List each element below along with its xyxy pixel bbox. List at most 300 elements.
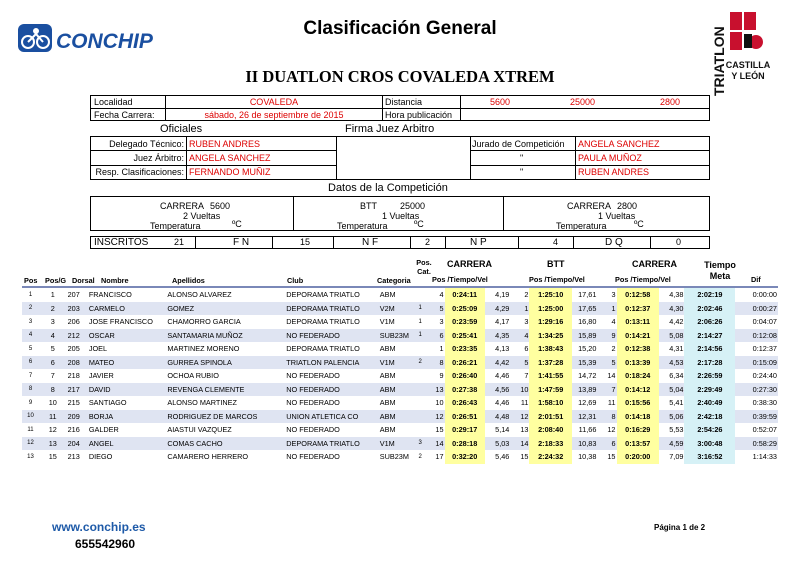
seg1-dist: 5600 — [210, 201, 231, 211]
cell-pos: 13 — [22, 450, 39, 464]
cell-club: DEPORAMA TRIATLO — [285, 315, 378, 329]
cell-meta: 3:00:48 — [684, 437, 735, 451]
cell-dorsal: 215 — [67, 396, 88, 410]
cell-cat: ABM — [379, 396, 413, 410]
cell-dif: 0:24:40 — [735, 369, 778, 383]
cell-c2p: 3 — [510, 315, 529, 329]
cell-c2p: 12 — [510, 410, 529, 424]
cell-c1v: 5,03 — [485, 437, 510, 451]
jurado-label: Jurado de Competición — [472, 139, 565, 149]
cell-dorsal: 205 — [67, 342, 88, 356]
cell-c2v: 15,39 — [572, 356, 597, 370]
cell-c3v: 4,42 — [659, 315, 684, 329]
cell-c1v: 4,48 — [485, 410, 510, 424]
cell-meta: 2:14:56 — [684, 342, 735, 356]
seg3-temp-label: Temperatura — [556, 221, 607, 231]
cell-c3p: 2 — [597, 342, 616, 356]
cell-c1p: 4 — [428, 288, 445, 302]
cell-apellidos: GURREA SPINOLA — [166, 356, 285, 370]
cell-pos: 6 — [22, 356, 39, 370]
cell-cat: V2M — [379, 302, 413, 316]
cell-c3v: 4,53 — [659, 356, 684, 370]
jurado-value-3: RUBEN ANDRES — [578, 167, 650, 177]
table-row — [22, 410, 778, 424]
cell-c1t: 0:26:43 — [445, 396, 485, 410]
table-row — [22, 383, 778, 397]
cell-dorsal: 212 — [67, 329, 88, 343]
cell-dif: 0:12:37 — [735, 342, 778, 356]
cell-dif: 0:04:07 — [735, 315, 778, 329]
cell-c3p: 6 — [597, 437, 616, 451]
cell-c3t: 0:20:00 — [617, 450, 659, 464]
cell-c2p: 14 — [510, 437, 529, 451]
cell-nombre: JOSE FRANCISCO — [88, 315, 167, 329]
cell-c2p: 7 — [510, 369, 529, 383]
cell-pos: 12 — [22, 437, 39, 451]
cell-pos: 1 — [22, 288, 39, 302]
cell-club: NO FEDERADO — [285, 396, 378, 410]
cell-dif: 0:12:08 — [735, 329, 778, 343]
cell-c2t: 2:01:51 — [529, 410, 571, 424]
cell-c3t: 0:12:37 — [617, 302, 659, 316]
cell-c1p: 6 — [428, 329, 445, 343]
cell-pos: 4 — [22, 329, 39, 343]
cell-dorsal: 216 — [67, 423, 88, 437]
cell-c2v: 17,65 — [572, 302, 597, 316]
cell-c2v: 14,72 — [572, 369, 597, 383]
seg3-name: CARRERA — [567, 201, 612, 211]
cell-c1t: 0:26:40 — [445, 369, 485, 383]
cell-c3v: 5,41 — [659, 396, 684, 410]
cell-cat: ABM — [379, 383, 413, 397]
cell-c1v: 4,56 — [485, 383, 510, 397]
cell-poscat — [413, 410, 428, 424]
nf-label: N F — [362, 237, 379, 248]
table-row — [22, 423, 778, 437]
cell-c3v: 5,08 — [659, 329, 684, 343]
conchip-logo-text: CONCHIP — [56, 30, 153, 53]
cell-dif: 0:38:30 — [735, 396, 778, 410]
cell-apellidos: MARTINEZ MORENO — [166, 342, 285, 356]
cell-c1p: 12 — [428, 410, 445, 424]
cell-c3t: 0:14:12 — [617, 383, 659, 397]
cell-c2t: 2:18:33 — [529, 437, 571, 451]
cell-club: UNION ATLETICA CO — [285, 410, 378, 424]
cell-c1v: 4,42 — [485, 356, 510, 370]
cell-c1p: 5 — [428, 302, 445, 316]
cell-nombre: DAVID — [88, 383, 167, 397]
cell-poscat: 1 — [413, 315, 428, 329]
cell-c1t: 0:24:11 — [445, 288, 485, 302]
cell-c2t: 1:37:28 — [529, 356, 571, 370]
seg2-dist: 25000 — [400, 201, 426, 211]
cell-club: NO FEDERADO — [285, 423, 378, 437]
cell-c1v: 4,13 — [485, 342, 510, 356]
cell-c3t: 0:18:24 — [617, 369, 659, 383]
cell-c1t: 0:28:18 — [445, 437, 485, 451]
cell-c3p: 9 — [597, 329, 616, 343]
cell-nombre: MATEO — [88, 356, 167, 370]
seg2-temp-label: Temperatura — [337, 221, 388, 231]
cell-pos: 7 — [22, 369, 39, 383]
table-row — [22, 288, 778, 302]
cell-nombre: DIEGO — [88, 450, 167, 464]
cell-cat: ABM — [379, 369, 413, 383]
cell-poscat — [413, 288, 428, 302]
ditto-2: " — [520, 167, 524, 177]
cell-c2t: 1:34:25 — [529, 329, 571, 343]
cell-dorsal: 207 — [67, 288, 88, 302]
cell-poscat — [413, 369, 428, 383]
cell-posg: 5 — [39, 342, 67, 356]
cell-cat: SUB23M — [379, 450, 413, 464]
cell-poscat — [413, 396, 428, 410]
inscritos-label: INSCRITOS — [94, 237, 149, 248]
cell-c1t: 0:23:59 — [445, 315, 485, 329]
cell-c2t: 1:25:00 — [529, 302, 571, 316]
firma-title: Firma Juez Arbitro — [345, 123, 435, 135]
fn-label: F N — [233, 237, 250, 248]
cell-c3v: 4,30 — [659, 302, 684, 316]
footer-phone: 655542960 — [75, 537, 136, 551]
seg2-laps: 1 Vueltas — [382, 211, 420, 221]
cell-posg: 3 — [39, 315, 67, 329]
cell-poscat: 2 — [413, 356, 428, 370]
cell-nombre: JAVIER — [88, 369, 167, 383]
table-row — [22, 356, 778, 370]
triatlon-castilla-leon-logo — [708, 6, 770, 102]
cell-poscat: 2 — [413, 450, 428, 464]
table-row — [22, 315, 778, 329]
table-row — [22, 437, 778, 451]
cell-posg: 13 — [39, 437, 67, 451]
event-title: II DUATLON CROS COVALEDA XTREM — [245, 67, 555, 86]
cell-c2v: 12,69 — [572, 396, 597, 410]
cell-cat: ABM — [379, 410, 413, 424]
cell-c1t: 0:26:51 — [445, 410, 485, 424]
table-row — [22, 342, 778, 356]
cell-c1v: 4,35 — [485, 329, 510, 343]
results-header: Pos Pos/G Dorsal Nombre Apellidos Club Categoria Pos. Cat. CARRERA Pos /Tiempo/Vel BTT Pos /Tiempo/Vel CARRERA Pos /Tiempo/Vel Tiempo Meta Dif — [24, 258, 761, 285]
cell-posg: 8 — [39, 383, 67, 397]
cell-apellidos: REVENGA CLEMENTE — [166, 383, 285, 397]
cell-apellidos: ALONSO ALVAREZ — [166, 288, 285, 302]
dq-label: D Q — [605, 237, 623, 248]
cell-c2p: 15 — [510, 450, 529, 464]
cell-poscat — [413, 383, 428, 397]
cell-dorsal: 208 — [67, 356, 88, 370]
cell-posg: 4 — [39, 329, 67, 343]
hora-label: Hora publicación — [385, 110, 453, 120]
cell-c1p: 9 — [428, 369, 445, 383]
cell-apellidos: GOMEZ — [166, 302, 285, 316]
cell-c1p: 17 — [428, 450, 445, 464]
cell-c2p: 5 — [510, 356, 529, 370]
seg3-dist: 2800 — [617, 201, 638, 211]
cell-meta: 2:02:19 — [684, 288, 735, 302]
cell-dorsal: 217 — [67, 383, 88, 397]
juez-value: ANGELA SANCHEZ — [189, 153, 271, 163]
cell-dif: 1:14:33 — [735, 450, 778, 464]
cell-apellidos: COMAS CACHO — [166, 437, 285, 451]
cell-nombre: GALDER — [88, 423, 167, 437]
nf-value: 2 — [425, 237, 431, 247]
cell-apellidos: CHAMORRO GARCIA — [166, 315, 285, 329]
cell-poscat: 1 — [413, 302, 428, 316]
localidad-value: COVALEDA — [249, 97, 299, 107]
seg3-temp-unit: ºC — [634, 219, 644, 229]
cell-apellidos: ALONSO MARTINEZ — [166, 396, 285, 410]
cell-c3v: 4,31 — [659, 342, 684, 356]
cell-c1v: 4,29 — [485, 302, 510, 316]
cell-cat: ABM — [379, 288, 413, 302]
cell-c3p: 5 — [597, 356, 616, 370]
cell-c1p: 8 — [428, 356, 445, 370]
fecha-value: sábado, 26 de septiembre de 2015 — [204, 110, 344, 120]
cell-meta: 2:29:49 — [684, 383, 735, 397]
cell-c1v: 5,46 — [485, 450, 510, 464]
cell-poscat: 3 — [413, 437, 428, 451]
cell-c2v: 15,89 — [572, 329, 597, 343]
cell-c2t: 1:29:16 — [529, 315, 571, 329]
cell-c1p: 3 — [428, 315, 445, 329]
cell-pos: 2 — [22, 302, 39, 316]
localidad-label: Localidad — [94, 97, 133, 107]
cell-apellidos: CAMARERO HERRERO — [166, 450, 285, 464]
competicion-title: Datos de la Competición — [328, 182, 448, 194]
table-row — [22, 329, 778, 343]
fecha-label: Fecha Carrera: — [94, 110, 155, 120]
cell-c3p: 8 — [597, 410, 616, 424]
cell-meta: 2:42:18 — [684, 410, 735, 424]
cell-posg: 10 — [39, 396, 67, 410]
results-table — [22, 288, 778, 464]
cell-c3t: 0:15:56 — [617, 396, 659, 410]
cell-pos: 3 — [22, 315, 39, 329]
cell-dif: 0:15:09 — [735, 356, 778, 370]
seg1-name: CARRERA — [160, 201, 205, 211]
cell-c2v: 17,61 — [572, 288, 597, 302]
cell-c3p: 3 — [597, 288, 616, 302]
cell-c1p: 14 — [428, 437, 445, 451]
footer-url-link[interactable]: www.conchip.es — [52, 520, 146, 534]
cell-nombre: OSCAR — [88, 329, 167, 343]
cell-c3p: 12 — [597, 423, 616, 437]
cell-dorsal: 206 — [67, 315, 88, 329]
cell-c3v: 5,53 — [659, 423, 684, 437]
cell-meta: 2:26:59 — [684, 369, 735, 383]
seg2-name: BTT — [360, 201, 377, 211]
cell-dif: 0:27:30 — [735, 383, 778, 397]
cell-c2t: 1:58:10 — [529, 396, 571, 410]
delegado-value: RUBEN ANDRES — [189, 139, 261, 149]
distancia-3: 2800 — [660, 97, 681, 107]
cell-nombre: BORJA — [88, 410, 167, 424]
table-row — [22, 396, 778, 410]
cell-dif: 0:52:07 — [735, 423, 778, 437]
cell-c2v: 10,83 — [572, 437, 597, 451]
cell-meta: 2:40:49 — [684, 396, 735, 410]
cell-pos: 5 — [22, 342, 39, 356]
cell-c1t: 0:25:41 — [445, 329, 485, 343]
cell-c3p: 11 — [597, 396, 616, 410]
distancia-label: Distancia — [385, 97, 423, 107]
cell-c1t: 0:32:20 — [445, 450, 485, 464]
delegado-label: Delegado Técnico: — [109, 139, 184, 149]
cell-c3v: 5,04 — [659, 383, 684, 397]
svg-text:CASTILLA: CASTILLA — [725, 60, 770, 70]
inscritos-value: 21 — [174, 237, 185, 247]
cell-c1p: 15 — [428, 423, 445, 437]
cell-c3t: 0:13:57 — [617, 437, 659, 451]
cell-c2t: 1:41:55 — [529, 369, 571, 383]
cell-c2t: 1:25:10 — [529, 288, 571, 302]
cell-posg: 7 — [39, 369, 67, 383]
fn-value: 15 — [300, 237, 311, 247]
seg2-temp-unit: ºC — [414, 219, 424, 229]
cell-c2t: 2:24:32 — [529, 450, 571, 464]
cell-meta: 2:06:26 — [684, 315, 735, 329]
cell-c3p: 15 — [597, 450, 616, 464]
seg3-laps: 1 Vueltas — [598, 211, 636, 221]
dq-value: 0 — [676, 237, 682, 247]
cell-posg: 12 — [39, 423, 67, 437]
cell-pos: 8 — [22, 383, 39, 397]
cell-c2p: 4 — [510, 329, 529, 343]
cell-c1p: 13 — [428, 383, 445, 397]
cell-c1v: 4,46 — [485, 369, 510, 383]
cell-apellidos: SANTAMARIA MUÑOZ — [166, 329, 285, 343]
cell-nombre: FRANCISCO — [88, 288, 167, 302]
cell-dif: 0:39:59 — [735, 410, 778, 424]
cell-cat: V1M — [379, 437, 413, 451]
jurado-value-2: PAULA MUÑOZ — [578, 153, 642, 163]
cell-cat: ABM — [379, 423, 413, 437]
cell-club: TRIATLON PALENCIA — [285, 356, 378, 370]
cell-c2v: 11,66 — [572, 423, 597, 437]
cell-poscat — [413, 423, 428, 437]
cell-c2v: 10,38 — [572, 450, 597, 464]
cell-c2v: 16,80 — [572, 315, 597, 329]
cell-c3t: 0:12:58 — [617, 288, 659, 302]
cell-pos: 11 — [22, 423, 39, 437]
cell-c1t: 0:29:17 — [445, 423, 485, 437]
cell-cat: ABM — [379, 342, 413, 356]
np-label: N P — [470, 237, 487, 248]
cell-c2p: 1 — [510, 302, 529, 316]
cell-posg: 6 — [39, 356, 67, 370]
cell-pos: 10 — [22, 410, 39, 424]
cell-club: NO FEDERADO — [285, 383, 378, 397]
cell-c2t: 1:47:59 — [529, 383, 571, 397]
cell-poscat — [413, 342, 428, 356]
cell-nombre: CARMELO — [88, 302, 167, 316]
cell-dif: 0:00:00 — [735, 288, 778, 302]
jurado-value-1: ANGELA SANCHEZ — [578, 139, 660, 149]
table-row — [22, 302, 778, 316]
cell-c3t: 0:13:11 — [617, 315, 659, 329]
distancia-1: 5600 — [490, 97, 511, 107]
cell-club: NO FEDERADO — [285, 369, 378, 383]
cell-c3v: 5,06 — [659, 410, 684, 424]
cell-c2p: 11 — [510, 396, 529, 410]
cell-c3t: 0:16:29 — [617, 423, 659, 437]
cell-c2p: 6 — [510, 342, 529, 356]
cell-c1p: 1 — [428, 342, 445, 356]
cell-c2v: 13,89 — [572, 383, 597, 397]
cell-c1t: 0:23:35 — [445, 342, 485, 356]
seg1-laps: 2 Vueltas — [183, 211, 221, 221]
cell-club: DEPORAMA TRIATLO — [285, 302, 378, 316]
cell-c2p: 2 — [510, 288, 529, 302]
cell-c2v: 15,20 — [572, 342, 597, 356]
cell-c2p: 10 — [510, 383, 529, 397]
cell-c3v: 7,09 — [659, 450, 684, 464]
cell-c2t: 2:08:40 — [529, 423, 571, 437]
cell-c3t: 0:14:21 — [617, 329, 659, 343]
cell-c1v: 5,14 — [485, 423, 510, 437]
cell-c1p: 10 — [428, 396, 445, 410]
cell-meta: 2:54:26 — [684, 423, 735, 437]
cell-c3p: 4 — [597, 315, 616, 329]
cell-posg: 1 — [39, 288, 67, 302]
cell-apellidos: OCHOA RUBIO — [166, 369, 285, 383]
cell-dorsal: 213 — [67, 450, 88, 464]
resp-value: FERNANDO MUÑIZ — [189, 167, 271, 177]
ditto-1: " — [520, 153, 524, 163]
cell-nombre: ANGEL — [88, 437, 167, 451]
cell-c1t: 0:25:09 — [445, 302, 485, 316]
cell-meta: 2:17:28 — [684, 356, 735, 370]
cell-posg: 15 — [39, 450, 67, 464]
seg1-temp-unit: ºC — [232, 219, 242, 229]
cell-c1t: 0:26:21 — [445, 356, 485, 370]
cell-posg: 11 — [39, 410, 67, 424]
cell-dif: 0:00:27 — [735, 302, 778, 316]
cell-c1v: 4,46 — [485, 396, 510, 410]
cell-c3p: 1 — [597, 302, 616, 316]
cell-club: DEPORAMA TRIATLO — [285, 288, 378, 302]
cell-cat: V1M — [379, 315, 413, 329]
svg-text:TRIATLON: TRIATLON — [711, 26, 727, 96]
cell-c3v: 4,38 — [659, 288, 684, 302]
cell-meta: 2:02:46 — [684, 302, 735, 316]
cell-club: DEPORAMA TRIATLO — [285, 342, 378, 356]
cell-club: DEPORAMA TRIATLO — [285, 437, 378, 451]
cell-c3t: 0:13:39 — [617, 356, 659, 370]
np-value: 4 — [553, 237, 559, 247]
cell-nombre: SANTIAGO — [88, 396, 167, 410]
cell-pos: 9 — [22, 396, 39, 410]
cell-meta: 2:14:27 — [684, 329, 735, 343]
cell-c3v: 6,34 — [659, 369, 684, 383]
table-row — [22, 450, 778, 464]
page-title: Clasificación General — [303, 18, 497, 39]
cell-posg: 2 — [39, 302, 67, 316]
oficiales-title: Oficiales — [160, 123, 203, 135]
cell-dorsal: 204 — [67, 437, 88, 451]
cell-c3v: 4,59 — [659, 437, 684, 451]
cell-club: NO FEDERADO — [285, 329, 378, 343]
cell-poscat: 1 — [413, 329, 428, 343]
cell-club: NO FEDERADO — [285, 450, 378, 464]
cell-c2t: 1:38:43 — [529, 342, 571, 356]
seg1-temp-label: Temperatura — [150, 221, 201, 231]
resp-label: Resp. Clasificaciones: — [95, 167, 184, 177]
cell-c3p: 7 — [597, 383, 616, 397]
cell-cat: SUB23M — [379, 329, 413, 343]
cell-dorsal: 203 — [67, 302, 88, 316]
